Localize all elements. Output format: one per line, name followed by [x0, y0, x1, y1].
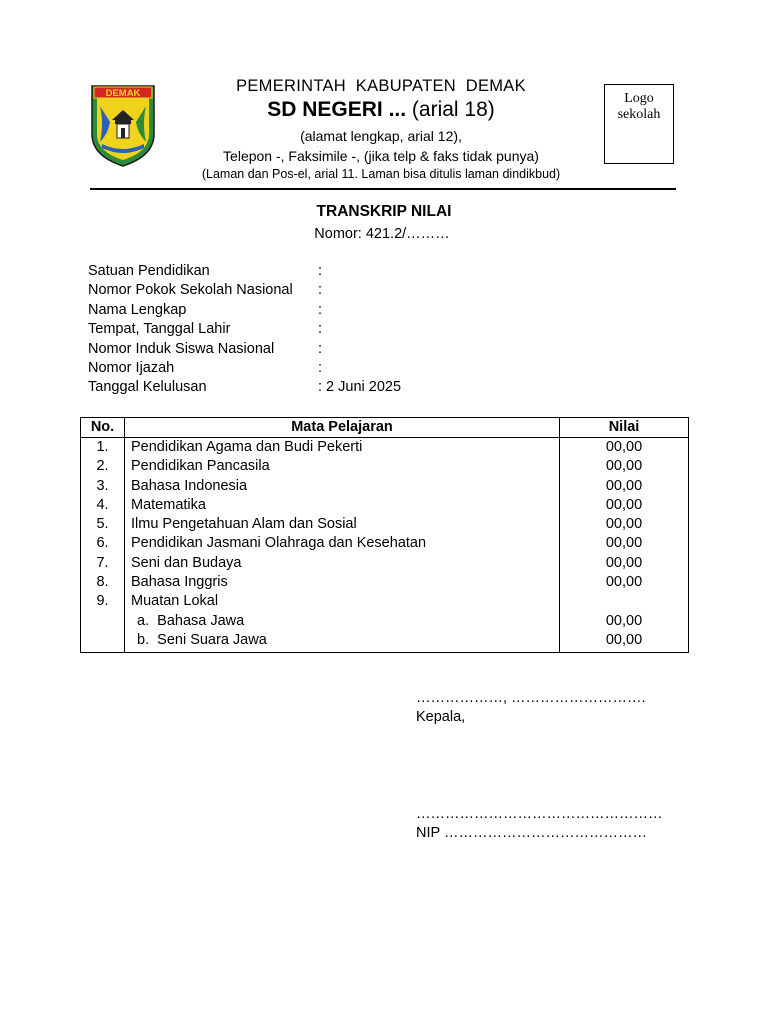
school-name-bold: SD NEGERI ... — [267, 98, 407, 121]
row-score: 00,00 — [560, 534, 689, 553]
row-score: 00,00 — [560, 496, 689, 515]
row-score: 00,00 — [560, 612, 689, 631]
row-no — [81, 631, 125, 653]
field-label: Tempat, Tanggal Lahir — [88, 321, 231, 338]
table-row — [81, 534, 689, 553]
field-label: Nomor Ijazah — [88, 359, 175, 376]
row-no: 3. — [81, 477, 125, 496]
row-subject: Bahasa Indonesia — [125, 477, 560, 496]
document-title: TRANSKRIP NILAI — [316, 203, 452, 220]
row-subject: Pendidikan Jasmani Olahraga dan Kesehatan — [125, 534, 560, 553]
document-number: Nomor: 421.2/……… — [314, 226, 450, 242]
row-no: 5. — [81, 515, 125, 534]
field-value: : — [318, 282, 323, 299]
row-subject: b. Seni Suara Jawa — [137, 631, 267, 648]
row-no: 7. — [81, 554, 125, 573]
field-value: : — [318, 263, 323, 279]
row-no: 4. — [81, 496, 125, 515]
table-row — [81, 592, 689, 611]
field-value: : — [318, 301, 323, 318]
row-no: 1. — [81, 438, 125, 458]
signature-place-date: ………………, ………………………. — [416, 690, 646, 706]
row-score: 00,00 — [560, 573, 689, 592]
table-row — [81, 515, 689, 534]
row-score: 00,00 — [560, 457, 689, 476]
field-label: Nomor Induk Siswa Nasional — [88, 340, 275, 357]
school-name — [190, 98, 572, 122]
row-subject: Seni dan Budaya — [125, 554, 560, 573]
signature-name-line: …………………………………………… — [416, 806, 663, 822]
grades-table — [80, 417, 689, 653]
row-no: 2. — [81, 457, 125, 476]
school-phone: Telepon -, Faksimile -, (jika telp & faks tidak punya) — [223, 148, 539, 164]
government-name: PEMERINTAH KABUPATEN DEMAK — [236, 77, 526, 95]
row-no: 9. — [81, 592, 125, 611]
table-row — [81, 457, 689, 476]
row-score — [560, 592, 689, 611]
row-subject: Matematika — [125, 496, 560, 515]
header-divider — [90, 188, 676, 190]
logo-text-line-1: Logo — [624, 91, 654, 106]
signature-nip: NIP …………………………………… — [416, 825, 647, 841]
row-score: 00,00 — [560, 477, 689, 496]
school-website: (Laman dan Pos-el, arial 11. Laman bisa ditulis laman dindikbud) — [201, 167, 561, 181]
header-no: No. — [81, 418, 125, 438]
emblem-label: DEMAK — [105, 88, 141, 99]
school-logo-placeholder — [604, 84, 674, 164]
field-label: Nama Lengkap — [88, 301, 187, 318]
demak-shield-icon — [88, 84, 158, 168]
row-no — [81, 612, 125, 631]
header-subject: Mata Pelajaran — [125, 418, 560, 438]
row-subject: a. Bahasa Jawa — [137, 612, 245, 629]
row-score: 00,00 — [560, 554, 689, 573]
row-subject: Pendidikan Agama dan Budi Pekerti — [125, 438, 560, 458]
field-label: Tanggal Kelulusan — [88, 379, 207, 396]
row-subject: Ilmu Pengetahuan Alam dan Sosial — [125, 515, 560, 534]
row-subject: Bahasa Inggris — [125, 573, 560, 592]
row-score: 00,00 — [560, 515, 689, 534]
field-value: : — [318, 359, 323, 376]
table-row — [81, 573, 689, 592]
table-row — [81, 438, 689, 458]
table-row — [81, 612, 689, 631]
field-label: Nomor Pokok Sekolah Nasional — [88, 282, 293, 299]
table-row — [81, 477, 689, 496]
header-score: Nilai — [560, 418, 689, 438]
field-value: : — [318, 340, 323, 357]
school-name-note: (arial 18) — [406, 98, 495, 121]
school-address: (alamat lengkap, arial 12), — [300, 128, 462, 144]
field-value: : — [318, 321, 323, 338]
row-subject: Muatan Lokal — [125, 592, 560, 611]
table-row — [81, 631, 689, 653]
table-row — [81, 554, 689, 573]
demak-emblem — [88, 84, 158, 168]
signature-role: Kepala, — [416, 709, 466, 725]
row-no: 8. — [81, 573, 125, 592]
row-score: 00,00 — [560, 631, 689, 653]
field-label: Satuan Pendidikan — [88, 263, 210, 279]
row-score: 00,00 — [560, 438, 689, 458]
row-subject: Pendidikan Pancasila — [125, 457, 560, 476]
table-row — [81, 496, 689, 515]
logo-text-line-2: sekolah — [617, 107, 661, 122]
table-header-row — [81, 418, 689, 438]
field-value: : 2 Juni 2025 — [318, 379, 402, 396]
row-no: 6. — [81, 534, 125, 553]
